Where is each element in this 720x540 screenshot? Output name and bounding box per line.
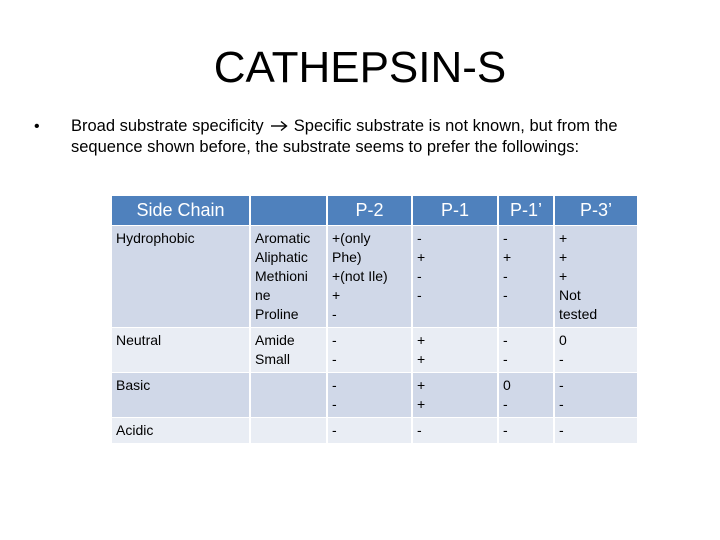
bullet-text-part-2: Specific substrate is not known, but from the sequence shown before, the substrate seems to prefer the followings: [71, 117, 618, 156]
header-p2: P-2 [328, 196, 411, 225]
cell-group [251, 373, 326, 417]
cell-p1-prime: - + - - [499, 226, 553, 327]
cell-group: Amide Small [251, 328, 326, 372]
cell-p1: + + [413, 373, 497, 417]
cell-side-chain: Hydrophobic [112, 226, 249, 327]
cell-p1: - [413, 418, 497, 443]
cell-p3-prime: - - [555, 373, 637, 417]
table-row [112, 328, 637, 372]
right-arrow-icon [270, 120, 288, 132]
cell-p3-prime: - [555, 418, 637, 443]
cell-p3-prime: 0 - [555, 328, 637, 372]
header-group [251, 196, 326, 225]
bullet-text [71, 116, 691, 158]
cell-p2: +(only Phe) +(not Ile) + - [328, 226, 411, 327]
cell-p3-prime: + + + Not tested [555, 226, 637, 327]
cell-p2: - [328, 418, 411, 443]
slide-title: CATHEPSIN-S [213, 43, 507, 92]
cell-side-chain: Acidic [112, 418, 249, 443]
specificity-table [110, 195, 639, 444]
cell-p1: + + [413, 328, 497, 372]
table-header-row [112, 196, 637, 225]
cell-group: Aromatic Aliphatic Methioni ne Proline [251, 226, 326, 327]
cell-p1-prime: - [499, 418, 553, 443]
header-p1-prime: P-1’ [499, 196, 553, 225]
cell-p2: - - [328, 328, 411, 372]
cell-p1-prime: 0 - [499, 373, 553, 417]
bullet-text-part-1: Broad substrate specificity [71, 117, 264, 135]
table-row [112, 226, 637, 327]
cell-p1: - + - - [413, 226, 497, 327]
cell-side-chain: Neutral [112, 328, 249, 372]
cell-p2: - - [328, 373, 411, 417]
table-row [112, 373, 637, 417]
bullet-marker: • [34, 118, 40, 135]
header-side-chain: Side Chain [112, 196, 249, 225]
header-p1: P-1 [413, 196, 497, 225]
cell-group [251, 418, 326, 443]
header-p3-prime: P-3’ [555, 196, 637, 225]
cell-p1-prime: - - [499, 328, 553, 372]
cell-side-chain: Basic [112, 373, 249, 417]
table-row [112, 418, 637, 443]
